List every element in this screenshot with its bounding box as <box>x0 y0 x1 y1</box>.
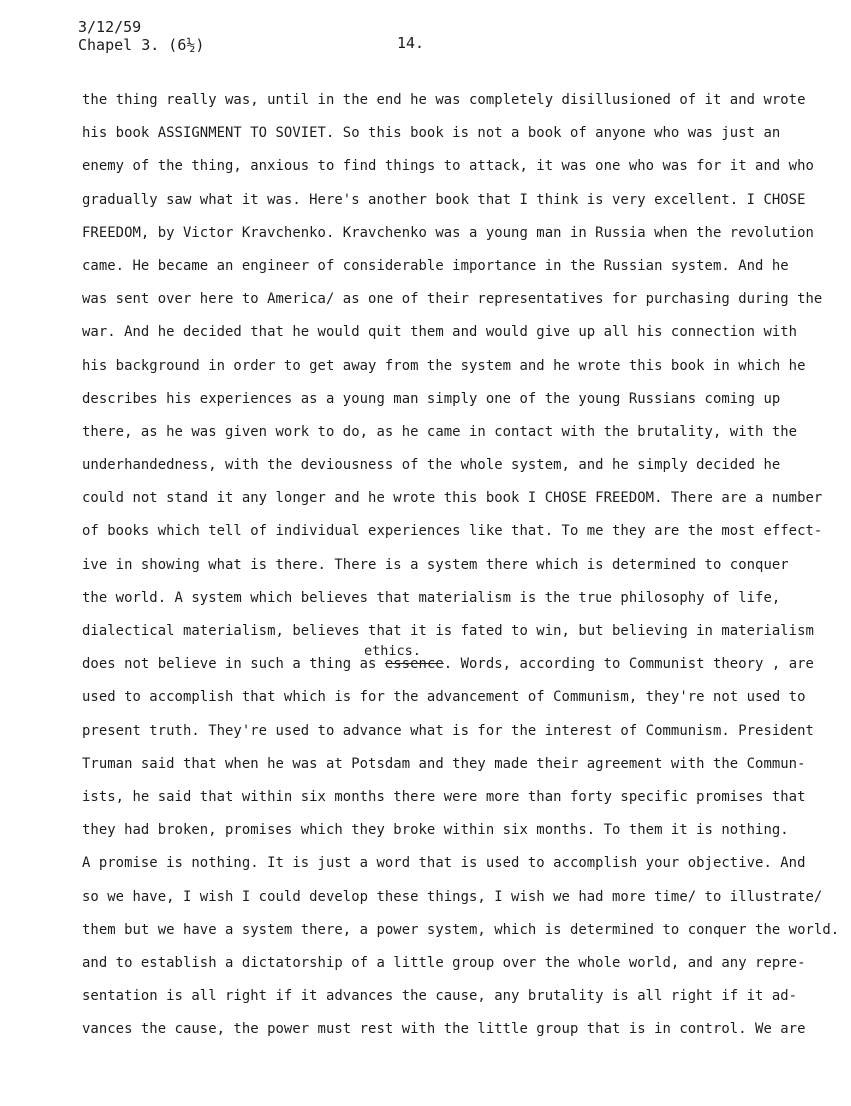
text-line: and to establish a dictatorship of a little group over the whole world, and any repre- <box>82 954 806 971</box>
text-line: there, as he was given work to do, as he came in contact with the brutality, with the <box>82 423 798 440</box>
header-source: Chapel 3. (6½) <box>78 36 205 54</box>
text-line: sentation is all right if it advances the cause, any brutality is all right if it ad- <box>82 988 798 1005</box>
header-date: 3/12/59 <box>78 18 142 36</box>
text-line: underhandedness, with the deviousness of the whole system, and he simply decided he <box>82 457 781 474</box>
text-line: them but we have a system there, a power system, which is determined to conquer the world. <box>82 921 840 938</box>
text-line: Truman said that when he was at Potsdam and they made their agreement with the Commun- <box>82 755 806 772</box>
text-line: A promise is nothing. It is just a word that is used to accomplish your objective. And <box>82 855 806 872</box>
text-line: present truth. They're used to advance what is for the interest of Communism. President <box>82 722 814 739</box>
text-line: FREEDOM, by Victor Kravchenko. Kravchenko was a young man in Russia when the revolution <box>82 224 814 241</box>
page-header <box>78 18 204 54</box>
line-part-before: does not believe in such a thing as <box>82 656 385 673</box>
text-line: was sent over here to America/ as one of their representatives for purchasing during the <box>82 291 823 308</box>
text-line: ists, he said that within six months there were more than forty specific promises that <box>82 788 806 805</box>
text-line-with-correction <box>82 654 847 687</box>
text-line: came. He became an engineer of considerable importance in the Russian system. And he <box>82 257 789 274</box>
text-line: enemy of the thing, anxious to find things to attack, it was one who was for it and who <box>82 158 814 175</box>
body-text <box>82 90 847 1052</box>
text-line: gradually saw what it was. Here's another book that I think is very excellent. I CHOSE <box>82 191 806 208</box>
text-line: they had broken, promises which they broke within six months. To them it is nothing. <box>82 822 789 839</box>
text-line: used to accomplish that which is for the advancement of Communism, they're not used to <box>82 689 806 706</box>
text-line: of books which tell of individual experiences like that. To me they are the most effect- <box>82 523 823 540</box>
text-line: vances the cause, the power must rest with the little group that is in control. We are <box>82 1021 806 1038</box>
text-line: his background in order to get away from the system and he wrote this book in which he <box>82 357 806 374</box>
text-line: describes his experiences as a young man simply one of the young Russians coming up <box>82 390 781 407</box>
text-line: dialectical materialism, believes that it is fated to win, but believing in materialism <box>82 623 814 639</box>
interline-correction: ethics. <box>364 643 421 659</box>
text-line: the world. A system which believes that materialism is the true philosophy of life, <box>82 589 781 606</box>
text-line: the thing really was, until in the end he was completely disillusioned of it and wrote <box>82 92 806 108</box>
text-line: war. And he decided that he would quit them and would give up all his connection with <box>82 324 798 341</box>
page-number: 14. <box>397 34 425 52</box>
struck-word: essence <box>384 656 444 673</box>
text-line: could not stand it any longer and he wrote this book I CHOSE FREEDOM. There are a number <box>82 490 823 507</box>
text-line: ive in showing what is there. There is a system there which is determined to conquer <box>82 556 789 573</box>
text-line: so we have, I wish I could develop these things, I wish we had more time/ to illustrate/ <box>82 888 823 905</box>
text-line: his book ASSIGNMENT TO SOVIET. So this book is not a book of anyone who was just an <box>82 125 781 142</box>
line-part-after: . Words, according to Communist theory , are <box>443 656 814 673</box>
